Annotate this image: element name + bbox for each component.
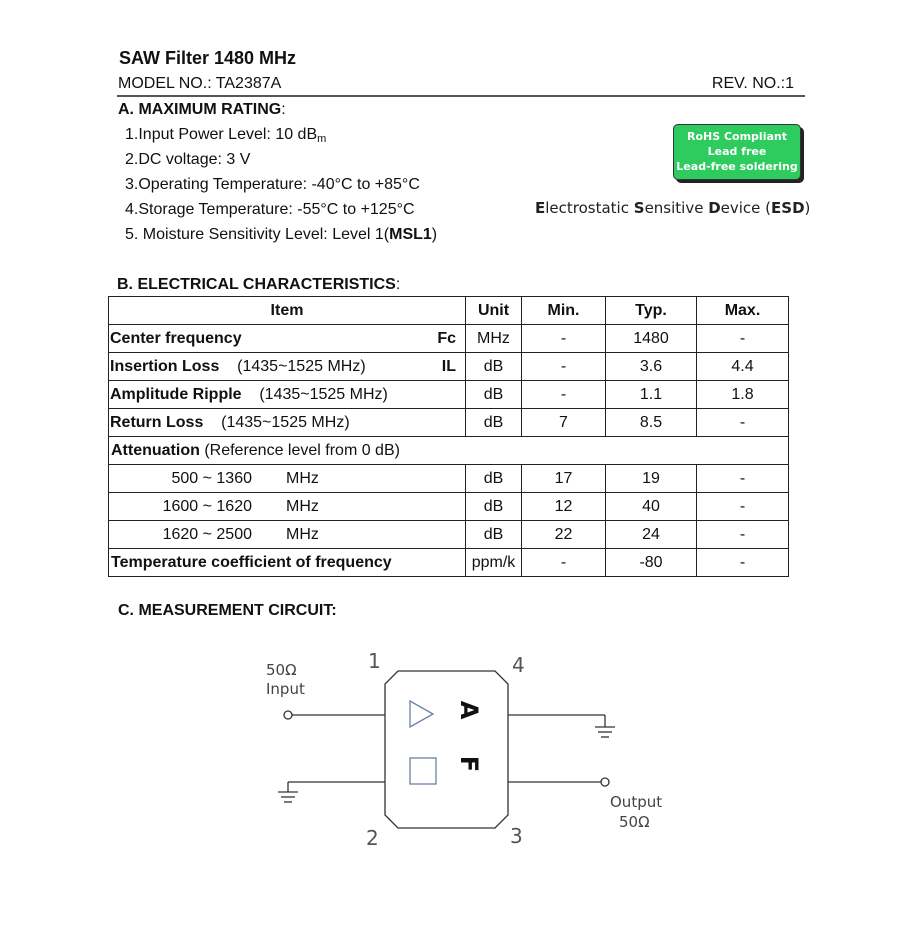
esd-letter: D bbox=[708, 199, 721, 217]
row-unit: dB bbox=[466, 409, 522, 437]
param-name: Return Loss bbox=[110, 413, 204, 431]
param-symbol bbox=[456, 386, 462, 404]
pin-2-label: 2 bbox=[366, 826, 379, 850]
param-range: (1435~1525 MHz) bbox=[259, 385, 388, 403]
row-unit: dB bbox=[466, 465, 522, 493]
badge-line: Lead-free soldering bbox=[676, 160, 798, 173]
msl-level: MSL1 bbox=[389, 226, 432, 243]
table-row bbox=[109, 465, 789, 493]
table-row bbox=[109, 381, 789, 409]
row-typ: 19 bbox=[606, 465, 697, 493]
row-unit: dB bbox=[466, 493, 522, 521]
rating-msl bbox=[125, 226, 437, 244]
att-range-value: 1620 ~ 2500 bbox=[162, 525, 252, 543]
rating-text: 1.Input Power Level: 10 dB bbox=[125, 126, 318, 143]
row-max: - bbox=[697, 325, 789, 353]
row-max: - bbox=[697, 465, 789, 493]
esd-abbrev: ESD bbox=[771, 199, 805, 217]
row-min: 7 bbox=[522, 409, 606, 437]
square-marker-icon bbox=[410, 758, 436, 784]
input-terminal bbox=[284, 711, 292, 719]
param-range: (1435~1525 MHz) bbox=[221, 413, 350, 431]
row-unit: ppm/k bbox=[466, 549, 522, 577]
param-symbol: Fc bbox=[437, 329, 456, 347]
pin-4-label: 4 bbox=[512, 653, 525, 677]
att-range-value: 500 ~ 1360 bbox=[171, 469, 252, 487]
row-typ: -80 bbox=[606, 549, 697, 577]
attenuation-bold: Attenuation bbox=[111, 441, 200, 459]
row-unit: dB bbox=[466, 521, 522, 549]
param-symbol bbox=[456, 414, 462, 432]
att-range bbox=[109, 465, 466, 493]
chip-letter-a: A bbox=[455, 700, 483, 720]
row-typ: 8.5 bbox=[606, 409, 697, 437]
rating-text: ) bbox=[431, 226, 438, 243]
pin-1-label: 1 bbox=[368, 649, 381, 673]
att-range-unit: MHz bbox=[286, 497, 319, 515]
badge-line: RoHS Compliant bbox=[686, 130, 787, 143]
param-name: Amplitude Ripple bbox=[110, 385, 242, 403]
header-min: Min. bbox=[522, 297, 606, 325]
esd-label bbox=[535, 199, 810, 217]
ground-icon bbox=[278, 792, 298, 802]
model-number: MODEL NO.: TA2387A bbox=[118, 75, 282, 92]
row-typ: 3.6 bbox=[606, 353, 697, 381]
row-max: - bbox=[697, 521, 789, 549]
rating-text: 5. Moisture Sensitivity Level: Level 1( bbox=[125, 226, 390, 243]
table-row bbox=[109, 353, 789, 381]
table-header-row bbox=[109, 297, 789, 325]
row-min: - bbox=[522, 353, 606, 381]
rating-operating-temp: 3.Operating Temperature: -40°C to +85°C bbox=[125, 176, 420, 193]
att-range bbox=[109, 521, 466, 549]
param-range: (1435~1525 MHz) bbox=[237, 357, 366, 375]
row-min: 17 bbox=[522, 465, 606, 493]
row-item bbox=[109, 381, 466, 409]
revision-number: REV. NO.:1 bbox=[711, 75, 794, 92]
table-row bbox=[109, 493, 789, 521]
esd-text: ensitive bbox=[644, 199, 709, 217]
table-row bbox=[109, 325, 789, 353]
badge-line: Lead free bbox=[707, 145, 767, 158]
section-b-heading: B. ELECTRICAL CHARACTERISTICS bbox=[117, 276, 396, 293]
row-unit: dB bbox=[466, 381, 522, 409]
rating-dc-voltage: 2.DC voltage: 3 V bbox=[125, 151, 251, 168]
row-unit: dB bbox=[466, 353, 522, 381]
row-typ: 1480 bbox=[606, 325, 697, 353]
section-c-title: C. MEASUREMENT CIRCUIT: bbox=[118, 602, 337, 619]
output-terminal bbox=[601, 778, 609, 786]
section-a-title bbox=[118, 101, 286, 119]
row-item bbox=[109, 325, 466, 353]
rohs-badge bbox=[673, 124, 801, 180]
esd-letter: S bbox=[633, 199, 645, 217]
row-typ: 24 bbox=[606, 521, 697, 549]
attenuation-header-row bbox=[109, 437, 789, 465]
saw-filter-chip bbox=[385, 671, 508, 828]
rating-input-power bbox=[125, 126, 326, 145]
measurement-circuit-diagram bbox=[250, 640, 690, 860]
attenuation-note: (Reference level from 0 dB) bbox=[199, 441, 400, 459]
header-max: Max. bbox=[697, 297, 789, 325]
att-range-unit: MHz bbox=[286, 525, 319, 543]
att-range-value: 1600 ~ 1620 bbox=[162, 497, 252, 515]
document-title: SAW Filter 1480 MHz bbox=[119, 48, 297, 68]
row-typ: 1.1 bbox=[606, 381, 697, 409]
input-impedance-label: 50Ω bbox=[266, 661, 297, 679]
chip-letter-f: F bbox=[455, 755, 483, 773]
esd-text: lectrostatic bbox=[545, 199, 634, 217]
header-typ: Typ. bbox=[606, 297, 697, 325]
section-a-heading: A. MAXIMUM RATING bbox=[118, 101, 282, 118]
row-typ: 40 bbox=[606, 493, 697, 521]
triangle-marker-icon bbox=[410, 701, 433, 727]
ground-icon bbox=[595, 727, 615, 737]
param-name: Temperature coefficient of frequency bbox=[111, 553, 392, 571]
row-unit: MHz bbox=[466, 325, 522, 353]
header-unit: Unit bbox=[466, 297, 522, 325]
row-min: - bbox=[522, 549, 606, 577]
table-row bbox=[109, 521, 789, 549]
row-item bbox=[109, 549, 466, 577]
esd-text: evice ( bbox=[720, 199, 772, 217]
table-row bbox=[109, 549, 789, 577]
att-range bbox=[109, 493, 466, 521]
row-min: 12 bbox=[522, 493, 606, 521]
param-name: Center frequency bbox=[110, 329, 242, 347]
input-label: Input bbox=[266, 680, 305, 698]
pin-3-label: 3 bbox=[510, 824, 523, 848]
header-divider bbox=[117, 95, 805, 97]
header-item: Item bbox=[109, 297, 466, 325]
output-label: Output bbox=[610, 793, 663, 811]
row-min: 22 bbox=[522, 521, 606, 549]
esd-letter: E bbox=[535, 199, 546, 217]
row-max: - bbox=[697, 549, 789, 577]
row-min: - bbox=[522, 325, 606, 353]
row-min: - bbox=[522, 381, 606, 409]
esd-text: ) bbox=[804, 199, 811, 217]
row-item bbox=[109, 409, 466, 437]
rating-unit-subscript: m bbox=[317, 133, 327, 145]
row-max: - bbox=[697, 409, 789, 437]
row-max: 1.8 bbox=[697, 381, 789, 409]
attenuation-label bbox=[109, 437, 789, 465]
section-a-colon: : bbox=[281, 101, 286, 118]
section-b-title bbox=[117, 276, 400, 294]
param-name: Insertion Loss bbox=[110, 357, 220, 375]
row-max: 4.4 bbox=[697, 353, 789, 381]
output-impedance-label: 50Ω bbox=[619, 813, 650, 831]
table-row bbox=[109, 409, 789, 437]
row-max: - bbox=[697, 493, 789, 521]
row-item bbox=[109, 353, 466, 381]
section-b-colon: : bbox=[395, 276, 401, 293]
param-symbol: IL bbox=[441, 357, 456, 375]
rating-storage-temp: 4.Storage Temperature: -55°C to +125°C bbox=[125, 201, 415, 218]
att-range-unit: MHz bbox=[286, 469, 319, 487]
electrical-characteristics-table bbox=[108, 296, 789, 577]
